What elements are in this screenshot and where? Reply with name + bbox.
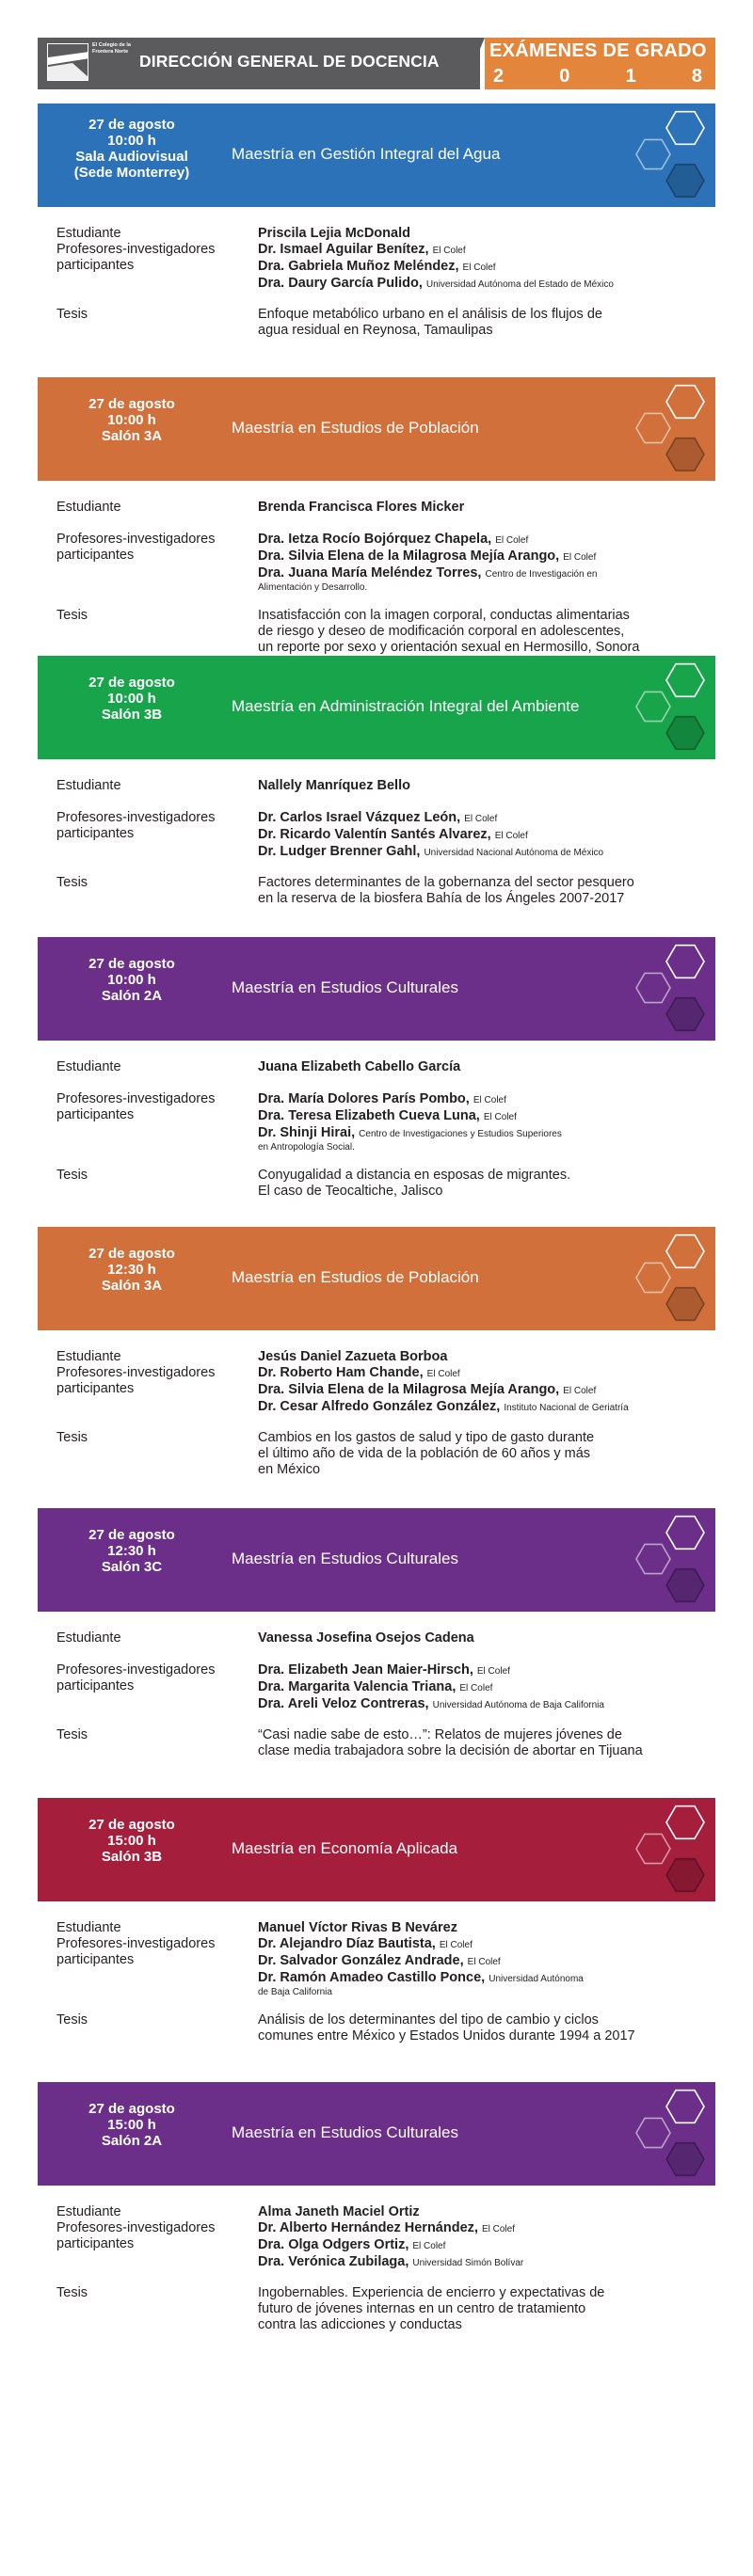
date-line: Salón 2A — [101, 988, 163, 1004]
thesis-label: Tesis — [56, 1430, 88, 1445]
student-name: Priscila Lejia McDonald — [258, 226, 410, 241]
professor-entry — [258, 1662, 700, 1679]
professor-name: Dr. Shinji Hirai, — [258, 1125, 356, 1140]
student-label: Estudiante — [56, 226, 121, 241]
hexagon-white-icon — [666, 386, 704, 419]
thesis-line: clase media trabajadora sobre la decisión de abortar en Tijuana — [258, 1743, 643, 1758]
professors-label: Profesores-investigadores participantes — [56, 1365, 216, 1396]
thesis-line: Insatisfacción con la imagen corporal, conductas alimentarias — [258, 608, 630, 623]
exam-date-time-room — [38, 1817, 226, 1865]
professor-name: Dra. Elizabeth Jean Maier-Hirsch, — [258, 1662, 473, 1678]
professor-affiliation: Universidad Autónoma del Estado de México — [425, 279, 614, 290]
thesis-label: Tesis — [56, 2012, 88, 2027]
student-label: Estudiante — [56, 1059, 121, 1074]
professors-list — [258, 810, 700, 861]
professors-label: Profesores-investigadores participantes — [56, 1936, 216, 1967]
thesis-line: Enfoque metabólico urbano en el análisis de los flujos de — [258, 307, 602, 322]
thesis-line: Cambios en los gastos de salud y tipo de gasto durante — [258, 1430, 595, 1445]
date-line: 27 de agosto — [88, 1246, 175, 1262]
professor-affiliation: El Colef — [439, 1940, 473, 1950]
professors-list — [258, 1662, 700, 1713]
hexagon-white-icon — [666, 1235, 704, 1268]
professor-name: Dra. Areli Veloz Contreras, — [258, 1696, 429, 1711]
professor-entry — [258, 2237, 700, 2254]
date-line: 27 de agosto — [88, 675, 175, 691]
date-line: Salón 3A — [101, 1278, 163, 1294]
hexagon-white-icon — [666, 664, 704, 697]
program-name: Maestría en Estudios Culturales — [232, 1550, 458, 1567]
date-line: 27 de agosto — [88, 2101, 175, 2117]
professor-affiliation: El Colef — [432, 246, 466, 256]
student-name: Jesús Daniel Zazueta Borboa — [258, 1349, 448, 1364]
professor-entry — [258, 2220, 700, 2237]
professor-affiliation: Universidad Simón Bolívar — [412, 2258, 524, 2268]
professor-name: Dra. Margarita Valencia Triana, — [258, 1679, 457, 1694]
professor-entry — [258, 532, 700, 549]
professor-name: Dra. Verónica Zubilaga, — [258, 2254, 409, 2269]
professor-affiliation: Universidad Nacional Autónoma de México — [424, 848, 604, 858]
professor-affiliation: El Colef — [467, 1957, 501, 1967]
hexagon-dark-icon — [666, 2143, 704, 2176]
program-name: Maestría en Estudios Culturales — [232, 978, 458, 996]
page-header — [0, 0, 753, 103]
professor-entry — [258, 1953, 700, 1970]
hexagon-dark-icon — [666, 165, 704, 198]
thesis-line: “Casi nadie sabe de esto…”: Relatos de mujeres jóvenes de — [258, 1727, 622, 1742]
exam-block — [0, 1227, 753, 1508]
student-name: Alma Janeth Maciel Ortiz — [258, 2204, 420, 2219]
professor-name: Dr. Ludger Brenner Gahl, — [258, 844, 421, 859]
hexagon-faint-icon — [636, 1544, 670, 1573]
hexagon-decoration-icon — [610, 1510, 710, 1610]
hexagon-decoration-icon — [610, 1800, 710, 1900]
professor-affiliation: El Colef — [476, 1666, 510, 1677]
exam-banner — [38, 1508, 715, 1612]
thesis-title — [258, 1168, 700, 1200]
header-arrow — [463, 38, 485, 89]
logo-text: El Colegio de la Frontera Norte — [92, 42, 131, 55]
thesis-line: El caso de Teocaltiche, Jalisco — [258, 1184, 443, 1199]
professor-entry — [258, 1382, 700, 1399]
professor-name: Dra. Daury García Pulido, — [258, 276, 423, 291]
professor-name: Dr. Ramón Amadeo Castillo Ponce, — [258, 1970, 486, 1985]
colef-logo-icon — [47, 43, 88, 81]
date-line: 27 de agosto — [88, 1817, 175, 1833]
hexagon-faint-icon — [636, 2118, 670, 2147]
professor-name: Dra. Silvia Elena de la Milagrosa Mejía Arango, — [258, 1382, 560, 1397]
hexagon-decoration-icon — [610, 379, 710, 479]
professor-affiliation: El Colef — [459, 1683, 493, 1693]
hexagon-faint-icon — [636, 139, 670, 168]
professor-affiliation: El Colef — [483, 1112, 517, 1122]
hexagon-dark-icon — [666, 998, 704, 1031]
student-name: Nallely Manríquez Bello — [258, 778, 410, 793]
student-label: Estudiante — [56, 500, 121, 515]
professor-affiliation: El Colef — [464, 814, 498, 824]
hexagon-dark-icon — [666, 1288, 704, 1321]
professor-name: Dr. Carlos Israel Vázquez León, — [258, 810, 461, 825]
date-line: Salón 2A — [101, 2133, 163, 2149]
hexagon-faint-icon — [636, 692, 670, 721]
year-digit: 8 — [691, 66, 702, 87]
thesis-line: agua residual en Reynosa, Tamaulipas — [258, 323, 493, 338]
professor-entry — [258, 549, 700, 565]
exam-date-time-room — [38, 675, 226, 723]
professor-name: Dra. Juana María Meléndez Torres, — [258, 565, 482, 580]
professor-entry — [258, 827, 700, 844]
professors-label: Profesores-investigadores participantes — [56, 1091, 216, 1122]
professor-affiliation-continued: de Baja California — [258, 1987, 332, 1997]
exam-banner — [38, 937, 715, 1041]
professor-name: Dra. María Dolores París Pombo, — [258, 1091, 470, 1106]
hexagon-decoration-icon — [610, 1229, 710, 1328]
program-name: Maestría en Economía Aplicada — [232, 1839, 458, 1857]
professor-name: Dr. Alberto Hernández Hernández, — [258, 2220, 478, 2235]
thesis-line: comunes entre México y Estados Unidos durante 1994 a 2017 — [258, 2028, 635, 2043]
exam-block — [0, 1508, 753, 1798]
thesis-label: Tesis — [56, 608, 88, 623]
exam-banner — [38, 656, 715, 759]
exam-banner — [38, 2082, 715, 2186]
professor-affiliation: El Colef — [563, 1386, 597, 1396]
professor-affiliation: El Colef — [563, 552, 597, 563]
exam-banner — [38, 1227, 715, 1330]
thesis-title — [258, 608, 700, 656]
thesis-title — [258, 307, 700, 339]
exam-block — [0, 656, 753, 937]
date-line: 15:00 h — [107, 1833, 156, 1849]
hexagon-faint-icon — [636, 973, 670, 1002]
thesis-line: el último año de vida de la población de 60 años y más — [258, 1446, 591, 1461]
exam-block — [0, 2082, 753, 2364]
thesis-title — [258, 875, 700, 907]
professor-name: Dra. Olga Odgers Ortiz, — [258, 2237, 409, 2252]
professor-entry — [258, 1365, 700, 1382]
student-label: Estudiante — [56, 1920, 121, 1935]
date-line: 27 de agosto — [88, 956, 175, 972]
exam-list — [0, 103, 753, 2364]
professors-label: Profesores-investigadores participantes — [56, 2220, 216, 2251]
professor-entry — [258, 242, 700, 259]
student-label: Estudiante — [56, 2204, 121, 2219]
professor-name: Dr. Alejandro Díaz Bautista, — [258, 1936, 436, 1951]
thesis-line: de riesgo y deseo de modificación corporal en adolescentes, — [258, 624, 625, 639]
student-name: Vanessa Josefina Osejos Cadena — [258, 1630, 474, 1646]
student-name: Brenda Francisca Flores Micker — [258, 500, 465, 515]
exam-title: EXÁMENES DE GRADO — [489, 40, 707, 61]
thesis-line: Análisis de los determinantes del tipo de cambio y ciclos — [258, 2012, 599, 2027]
professors-list — [258, 532, 700, 594]
professors-list — [258, 1936, 700, 1998]
hexagon-white-icon — [666, 112, 704, 145]
exam-banner — [38, 1798, 715, 1901]
date-line: Salón 3B — [101, 1849, 163, 1865]
professors-list — [258, 1365, 700, 1416]
hexagon-white-icon — [666, 1806, 704, 1839]
student-label: Estudiante — [56, 1349, 121, 1364]
date-line: 15:00 h — [107, 2117, 156, 2133]
date-line: Salón 3B — [101, 707, 163, 723]
professor-affiliation: Centro de Investigaciones y Estudios Superiores — [359, 1129, 562, 1139]
student-name: Juana Elizabeth Cabello García — [258, 1059, 461, 1074]
thesis-title — [258, 1430, 700, 1478]
professor-name: Dra. Silvia Elena de la Milagrosa Mejía Arango, — [258, 549, 560, 564]
exam-block — [0, 937, 753, 1227]
date-line: Salón 3A — [101, 428, 163, 444]
thesis-line: en la reserva de la biosfera Bahía de los Ángeles 2007-2017 — [258, 891, 625, 906]
professor-affiliation: Universidad Autónoma de Baja California — [432, 1700, 604, 1710]
professor-entry — [258, 1679, 700, 1696]
professors-label: Profesores-investigadores participantes — [56, 532, 216, 563]
student-name: Manuel Víctor Rivas B Nevárez — [258, 1920, 457, 1935]
thesis-title — [258, 2012, 700, 2044]
date-line: Salón 3C — [101, 1559, 163, 1575]
professor-name: Dr. Ricardo Valentín Santés Alvarez, — [258, 827, 491, 842]
hexagon-dark-icon — [666, 1859, 704, 1892]
date-line: 12:30 h — [107, 1543, 156, 1559]
date-line: 12:30 h — [107, 1262, 156, 1278]
exam-date-time-room — [38, 117, 226, 181]
professor-entry — [258, 565, 700, 582]
professor-name: Dra. Teresa Elizabeth Cueva Luna, — [258, 1108, 480, 1123]
professor-entry — [258, 1696, 700, 1713]
student-label: Estudiante — [56, 778, 121, 793]
exam-banner — [38, 103, 715, 207]
exam-block — [0, 1798, 753, 2082]
exam-date-time-room — [38, 396, 226, 444]
professor-affiliation: El Colef — [412, 2241, 446, 2251]
date-line: 10:00 h — [107, 133, 156, 149]
hexagon-decoration-icon — [610, 2084, 710, 2184]
program-name: Maestría en Estudios de Población — [232, 419, 479, 437]
professor-entry — [258, 276, 700, 293]
professor-entry — [258, 1091, 700, 1108]
exam-date-time-room — [38, 956, 226, 1004]
date-line: 10:00 h — [107, 412, 156, 428]
thesis-label: Tesis — [56, 1727, 88, 1742]
hexagon-decoration-icon — [610, 105, 710, 205]
hexagon-white-icon — [666, 2091, 704, 2123]
program-name: Maestría en Administración Integral del Ambiente — [232, 697, 580, 715]
thesis-label: Tesis — [56, 307, 88, 322]
program-name: Maestría en Estudios de Población — [232, 1268, 479, 1286]
hexagon-dark-icon — [666, 438, 704, 471]
professor-affiliation-continued: Alimentación y Desarrollo. — [258, 582, 368, 593]
program-name: Maestría en Gestión Integral del Agua — [232, 145, 501, 163]
professor-entry — [258, 1970, 700, 1987]
professors-list — [258, 2220, 700, 2271]
thesis-line: en México — [258, 1462, 321, 1477]
thesis-title — [258, 1727, 700, 1759]
date-line: (Sede Monterrey) — [73, 165, 190, 181]
year-digit: 2 — [493, 66, 505, 87]
exam-date-time-room — [38, 2101, 226, 2149]
professor-entry — [258, 1125, 700, 1142]
hexagon-dark-icon — [666, 717, 704, 750]
hexagon-white-icon — [666, 1517, 704, 1550]
thesis-label: Tesis — [56, 875, 88, 890]
professor-affiliation: Instituto Nacional de Geriatría — [504, 1403, 629, 1413]
professor-name: Dr. Roberto Ham Chande, — [258, 1365, 424, 1380]
date-line: 27 de agosto — [88, 1527, 175, 1543]
professors-list — [258, 242, 700, 293]
thesis-line: Conyugalidad a distancia en esposas de migrantes. — [258, 1168, 571, 1183]
thesis-line: contra las adicciones y conductas — [258, 2317, 462, 2332]
hexagon-white-icon — [666, 946, 704, 978]
date-line: 10:00 h — [107, 691, 156, 707]
exam-year — [489, 66, 706, 87]
thesis-title — [258, 2285, 700, 2333]
professor-name: Dra. Ietza Rocío Bojórquez Chapela, — [258, 532, 492, 547]
professor-affiliation: Universidad Autónoma — [489, 1974, 584, 1984]
program-name: Maestría en Estudios Culturales — [232, 2123, 458, 2141]
date-line: 27 de agosto — [88, 117, 175, 133]
thesis-line: Factores determinantes de la gobernanza del sector pesquero — [258, 875, 634, 890]
thesis-line: Ingobernables. Experiencia de encierro y expectativas de — [258, 2285, 605, 2300]
header-title: DIRECCIÓN GENERAL DE DOCENCIA — [139, 52, 440, 71]
professor-affiliation: Centro de Investigación en — [485, 569, 598, 580]
professors-label: Profesores-investigadores participantes — [56, 810, 216, 841]
date-line: Sala Audiovisual — [75, 149, 188, 165]
professor-entry — [258, 810, 700, 827]
hexagon-faint-icon — [636, 1263, 670, 1292]
thesis-label: Tesis — [56, 1168, 88, 1183]
professor-entry — [258, 2254, 700, 2271]
hexagon-faint-icon — [636, 413, 670, 442]
year-digit: 1 — [625, 66, 636, 87]
year-digit: 0 — [559, 66, 570, 87]
professor-entry — [258, 844, 700, 861]
professor-affiliation-continued: en Antropología Social. — [258, 1142, 355, 1153]
professor-name: Dr. Cesar Alfredo González González, — [258, 1399, 501, 1414]
professors-list — [258, 1091, 700, 1153]
professor-entry — [258, 259, 700, 276]
hexagon-dark-icon — [666, 1569, 704, 1602]
exam-block — [0, 377, 753, 656]
professor-name: Dr. Ismael Aguilar Benítez, — [258, 242, 429, 257]
professor-affiliation: El Colef — [473, 1095, 506, 1105]
professor-name: Dr. Salvador González Andrade, — [258, 1953, 464, 1968]
professor-affiliation: El Colef — [481, 2224, 515, 2234]
thesis-line: un reporte por sexo y orientación sexual en Hermosillo, Sonora — [258, 640, 640, 655]
professor-affiliation: El Colef — [462, 262, 496, 273]
exam-date-time-room — [38, 1246, 226, 1294]
professor-name: Dra. Gabriela Muñoz Meléndez, — [258, 259, 459, 274]
exam-block — [0, 103, 753, 377]
hexagon-decoration-icon — [610, 658, 710, 757]
professors-label: Profesores-investigadores participantes — [56, 242, 216, 273]
student-label: Estudiante — [56, 1630, 121, 1646]
professor-affiliation: El Colef — [494, 831, 528, 841]
professor-entry — [258, 1399, 700, 1416]
professor-entry — [258, 1108, 700, 1125]
professors-label: Profesores-investigadores participantes — [56, 1662, 216, 1693]
exam-date-time-room — [38, 1527, 226, 1575]
professor-entry — [258, 1936, 700, 1953]
thesis-line: futuro de jóvenes internas en un centro de tratamiento — [258, 2301, 586, 2316]
hexagon-faint-icon — [636, 1834, 670, 1863]
exam-banner — [38, 377, 715, 481]
date-line: 10:00 h — [107, 972, 156, 988]
thesis-label: Tesis — [56, 2285, 88, 2300]
professor-affiliation: El Colef — [426, 1369, 460, 1379]
date-line: 27 de agosto — [88, 396, 175, 412]
hexagon-decoration-icon — [610, 939, 710, 1039]
professor-affiliation: El Colef — [495, 535, 529, 546]
